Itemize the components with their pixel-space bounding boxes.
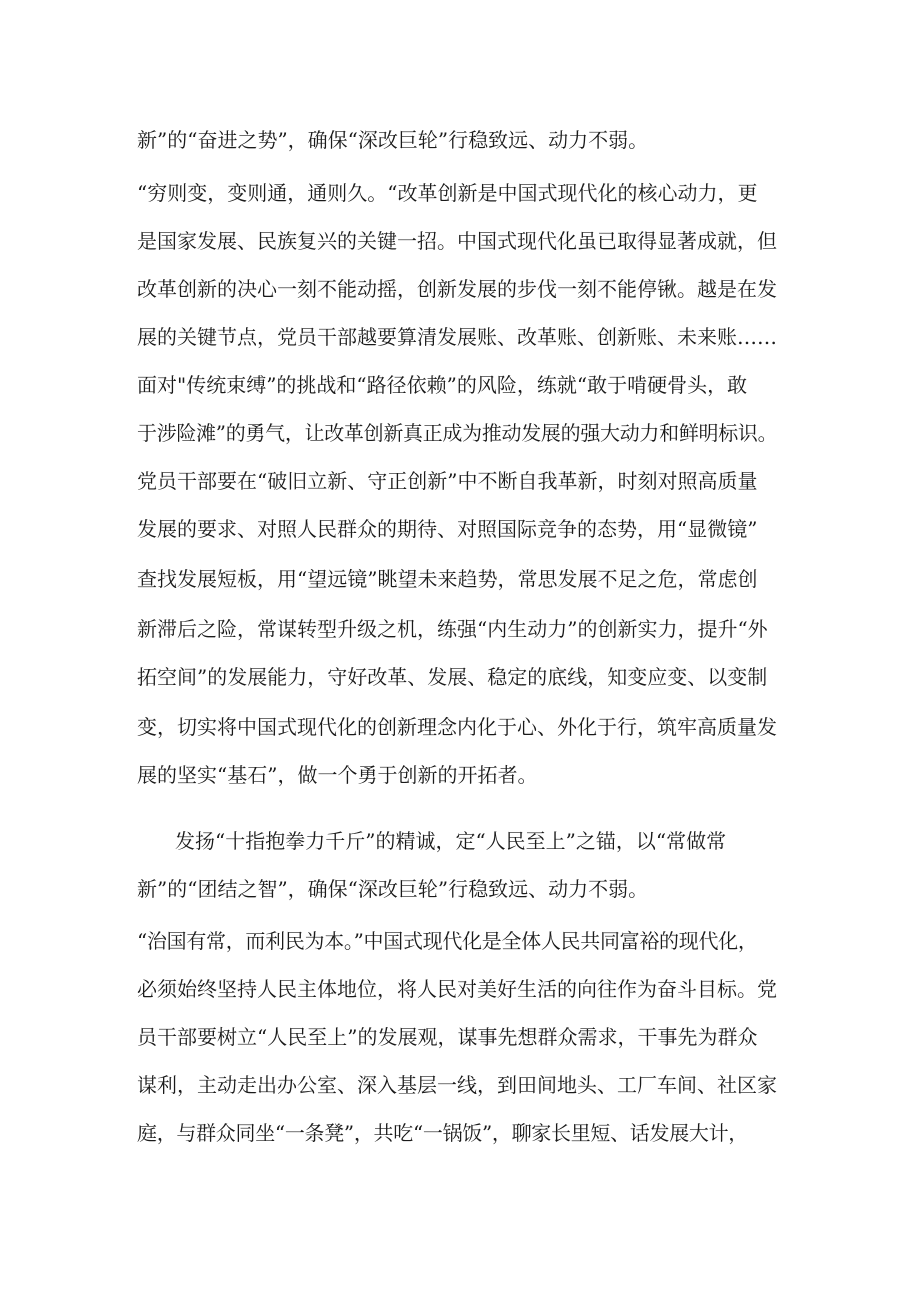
text-line: 党员干部要在“破旧立新、守正创新”中不断自我革新，时刻对照高质量 — [137, 469, 758, 493]
text-line: 变，切实将中国式现代化的创新理念内化于心、外化于行，筑牢高质量发 — [137, 715, 777, 739]
text-line: 必须始终坚持人民主体地位，将人民对美好生活的向往作为奋斗目标。党 — [137, 977, 777, 1001]
text-line: “治国有常，而利民为本。”中国式现代化是全体人民共同富裕的现代化， — [137, 929, 758, 953]
text-line: 改革创新的决心一刻不能动摇，创新发展的步伐一刻不能停锹。越是在发 — [137, 277, 777, 301]
text-line: 面对"传统束缚”的挑战和“路径依赖”的风险，练就“敢于啃硬骨头，敢 — [137, 373, 748, 397]
text-line: 新滞后之险，常谋转型升级之机，练强“内生动力”的创新实力，提升“外 — [137, 617, 768, 641]
text-line: 谋利，主动走出办公室、深入基层一线，到田间地头、工厂车间、社区家 — [137, 1073, 777, 1097]
text-line: 是国家发展、民族复兴的关键一招。中国式现代化虽已取得显著成就，但 — [137, 229, 777, 253]
text-line: 展的坚实“基石”，做一个勇于创新的开拓者。 — [137, 763, 538, 787]
text-line: 庭，与群众同坐“一条凳”，共吃“一锅饭”，聊家长里短、话发展大计， — [137, 1121, 748, 1145]
text-line: 展的关键节点，党员干部越要算清发展账、改革账、创新账、未来账…… — [137, 325, 777, 349]
text-line: 拓空间”的发展能力，守好改革、发展、稳定的底线，知变应变、以变制 — [137, 665, 768, 689]
text-line: 发展的要求、对照人民群众的期待、对照国际竞争的态势，用“显微镜” — [137, 517, 758, 541]
text-line: 员干部要树立“人民至上”的发展观，谋事先想群众需求，干事先为群众 — [137, 1025, 758, 1049]
text-line: 查找发展短板，用“望远镜”眺望未来趋势，常思发展不足之危，常虑创 — [137, 567, 758, 591]
text-line: “穷则变，变则通，通则久。“改革创新是中国式现代化的核心动力，更 — [137, 181, 758, 205]
paragraph-first-line: 发扬“十指抱拳力千斤”的精诚，定“人民至上”之锚，以“常做常 — [175, 829, 727, 853]
text-line: 于涉险滩”的勇气，让改革创新真正成为推动发展的强大动力和鲜明标识。 — [137, 421, 778, 445]
text-line: 新”的“团结之智”，确保“深改巨轮”行稳致远、动力不弱。 — [137, 877, 649, 901]
text-line: 新”的“奋进之势”，确保“深改巨轮”行稳致远、动力不弱。 — [137, 128, 649, 152]
